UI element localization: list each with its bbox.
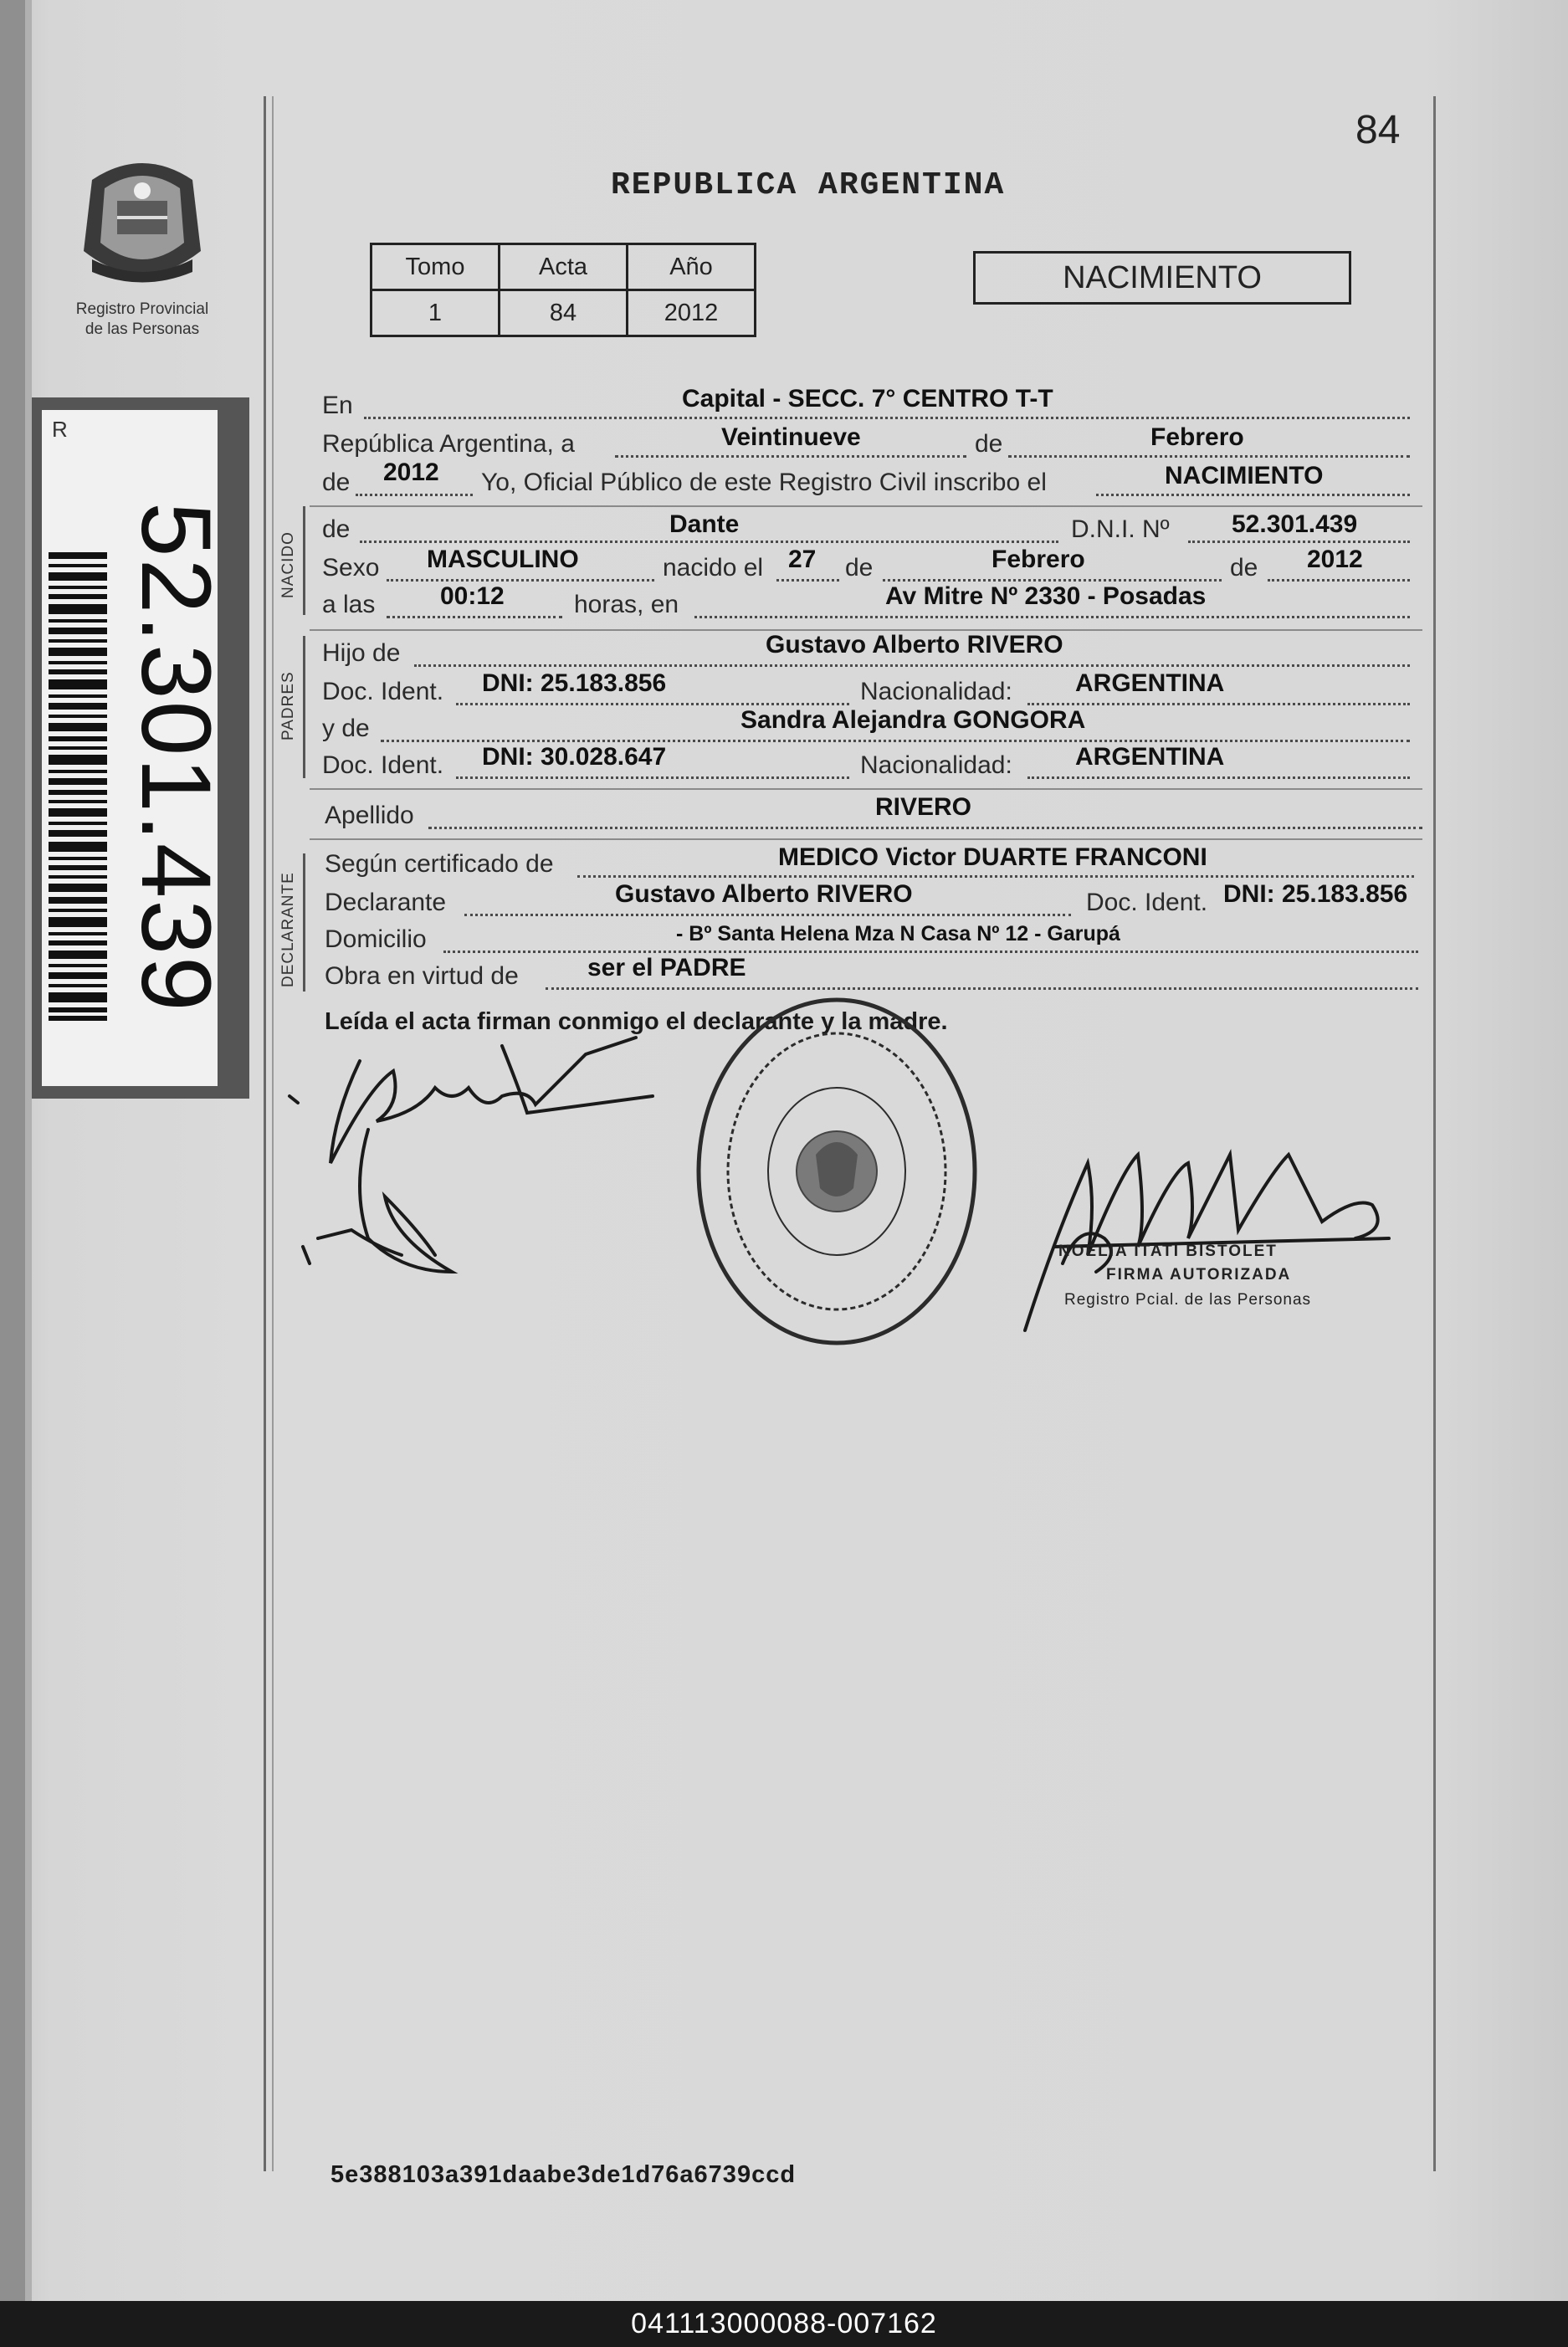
- declarant-signature-icon: [290, 1038, 653, 1272]
- registry-label-line2: de las Personas: [85, 320, 200, 338]
- label-doc-ident-padre: Doc. Ident.: [322, 678, 444, 705]
- value-tomo: 1: [372, 290, 500, 336]
- registry-label-line1: Registro Provincial: [75, 300, 209, 318]
- sticker-corner-letter: R: [52, 417, 68, 442]
- value-certificado: MEDICO Victor DUARTE FRANCONI: [778, 843, 1207, 871]
- label-nacionalidad-madre: Nacionalidad:: [860, 751, 1012, 779]
- value-anio: 2012: [628, 290, 756, 336]
- document-title: REPUBLICA ARGENTINA: [611, 167, 1006, 203]
- value-mes: Febrero: [1150, 423, 1244, 451]
- value-lugar: Capital - SECC. 7° CENTRO T-T: [682, 385, 1053, 413]
- section-label-declarante: DECLARANTE: [279, 872, 297, 987]
- value-dia-letras: Veintinueve: [721, 423, 861, 451]
- label-horas-en: horas, en: [574, 591, 679, 618]
- value-lugar-nac: Av Mitre Nº 2330 - Posadas: [885, 582, 1207, 610]
- value-nombre: Dante: [669, 510, 740, 538]
- label-doc-ident-declarante: Doc. Ident.: [1086, 889, 1208, 916]
- value-madre: Sandra Alejandra GONGORA: [740, 706, 1086, 734]
- label-segun: Según certificado de: [325, 850, 554, 878]
- section-label-nacido: NACIDO: [279, 531, 297, 598]
- value-dia-nac: 27: [788, 546, 817, 573]
- label-en: En: [322, 392, 353, 419]
- page-number: 84: [1355, 108, 1401, 152]
- official-office: Registro Pcial. de las Personas: [1064, 1291, 1312, 1309]
- footer-code: 041113000088-007162: [631, 2308, 937, 2339]
- label-a-las: a las: [322, 591, 376, 618]
- header-tomo: Tomo: [372, 244, 500, 290]
- value-hora: 00:12: [440, 582, 505, 610]
- value-padre-doc: DNI: 25.183.856: [482, 669, 667, 697]
- value-acta: 84: [500, 290, 628, 336]
- official-name: NOELIA ITATI BISTOLET: [1058, 1243, 1278, 1260]
- value-mes-nac: Febrero: [992, 546, 1085, 573]
- value-dni: 52.301.439: [1232, 510, 1358, 538]
- barcode-number: 52.301.439: [120, 502, 231, 1013]
- label-de-year2: de: [1230, 554, 1258, 582]
- label-yo: Yo, Oficial Público de este Registro Civil inscribo el: [481, 469, 1047, 496]
- label-sexo: Sexo: [322, 554, 380, 582]
- value-padre: Gustavo Alberto RIVERO: [766, 631, 1063, 658]
- label-dni: D.N.I. Nº: [1071, 515, 1170, 543]
- value-declarante: Gustavo Alberto RIVERO: [615, 880, 913, 908]
- label-hijo-de: Hijo de: [322, 639, 401, 667]
- value-anio: 2012: [383, 459, 439, 486]
- label-de-day: de: [845, 554, 874, 582]
- act-type-box: NACIMIENTO: [973, 251, 1351, 305]
- section-label-padres: PADRES: [279, 671, 297, 740]
- header-anio: Año: [628, 244, 756, 290]
- official-role: FIRMA AUTORIZADA: [1106, 1266, 1292, 1284]
- document-hash: 5e388103a391daabe3de1d76a6739ccd: [331, 2161, 797, 2188]
- value-padre-nac: ARGENTINA: [1075, 669, 1225, 697]
- value-madre-nac: ARGENTINA: [1075, 743, 1225, 771]
- value-declarante-doc: DNI: 25.183.856: [1223, 880, 1408, 908]
- label-obra: Obra en virtud de: [325, 962, 519, 990]
- label-domicilio: Domicilio: [325, 925, 427, 953]
- label-declarante: Declarante: [325, 889, 447, 916]
- official-seal-icon: [699, 1000, 975, 1343]
- value-apellido: RIVERO: [875, 793, 972, 821]
- label-y-de: y de: [322, 715, 370, 742]
- value-madre-doc: DNI: 30.028.647: [482, 743, 667, 771]
- value-anio-nac: 2012: [1307, 546, 1363, 573]
- label-de-month: de: [975, 430, 1003, 458]
- label-de-name: de: [322, 515, 351, 543]
- label-nacido-el: nacido el: [663, 554, 764, 582]
- label-doc-ident-madre: Doc. Ident.: [322, 751, 444, 779]
- value-obra: ser el PADRE: [587, 954, 746, 981]
- label-apellido: Apellido: [325, 802, 414, 829]
- label-de-year: de: [322, 469, 351, 496]
- label-nacionalidad-padre: Nacionalidad:: [860, 678, 1012, 705]
- value-acto: NACIMIENTO: [1165, 462, 1324, 489]
- label-republica: República Argentina, a: [322, 430, 575, 458]
- closing-statement: Leída el acta firman conmigo el declarante y la madre.: [325, 1008, 948, 1035]
- value-sexo: MASCULINO: [427, 546, 579, 573]
- header-acta: Acta: [500, 244, 628, 290]
- value-domicilio: - Bº Santa Helena Mza N Casa Nº 12 - Garupá: [676, 922, 1120, 945]
